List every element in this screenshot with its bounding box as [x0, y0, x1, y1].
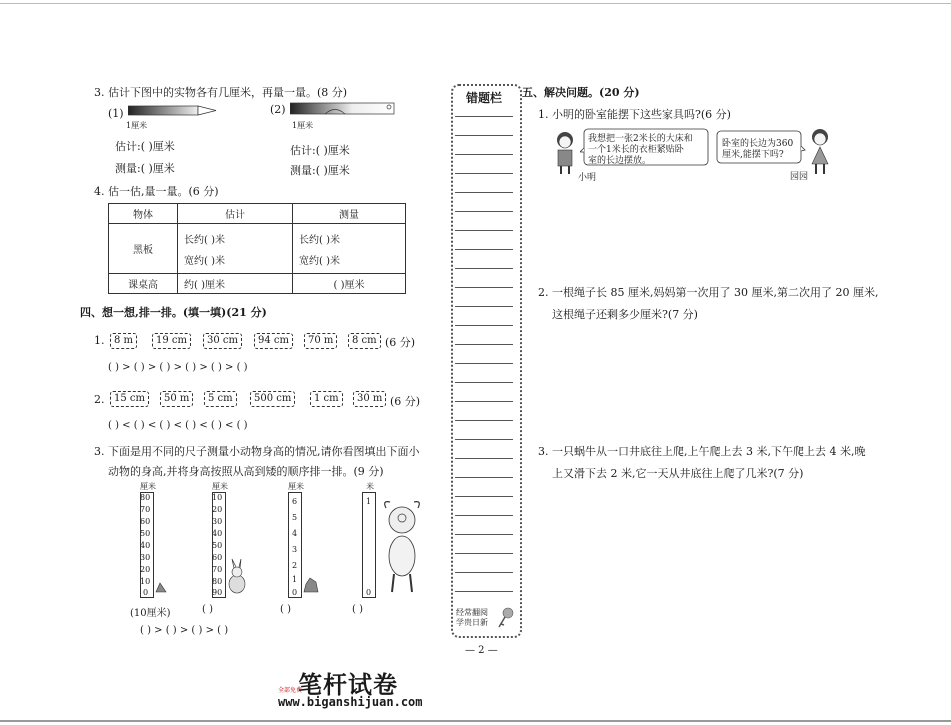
- q4-title: 4. 估一估,量一量。(6 分): [94, 185, 219, 198]
- q3-text-line2: 动物的身高,并将身高按照从高到矮的顺序排一排。(9 分): [108, 465, 384, 478]
- error-column: [451, 84, 522, 638]
- error-column-title: 错题栏: [466, 91, 503, 105]
- tick-label: 1: [292, 575, 298, 584]
- length-card: 8 m: [110, 333, 137, 349]
- tick-label: 0: [143, 588, 149, 597]
- ruler-unit-label-1: 1厘米: [126, 121, 148, 130]
- table-cell: [178, 224, 293, 274]
- boy-figure: [550, 130, 580, 176]
- error-writing-line: [455, 477, 513, 478]
- length-card: 50 m: [160, 391, 193, 407]
- rabbit-figure: [226, 558, 248, 594]
- bubble-1-line3: 室的长边摆放。: [588, 156, 652, 166]
- ruler-unit-label-2: 1厘米: [292, 121, 314, 130]
- q1-score: (6 分): [385, 336, 416, 349]
- q3-estimate-2: 估计:( )厘米: [290, 144, 350, 157]
- q3-measure-1: 测量:( )厘米: [115, 162, 175, 175]
- q1-answer-line: ( ) > ( ) > ( ) > ( ) > ( ) > ( ): [108, 362, 248, 373]
- q3-text-line1: 3. 下面是用不同的尺子测量小动物身高的情况,请你看图填出下面小: [94, 445, 420, 458]
- table-header: 估计: [178, 204, 293, 224]
- tick-label: 0: [292, 588, 298, 597]
- tick-label: 20: [140, 565, 151, 574]
- tick-label: 40: [140, 541, 151, 550]
- bubble-2-line2: 厘米,能摆下吗?: [722, 150, 784, 160]
- tick-label: 30: [140, 553, 151, 562]
- tick-label: 80: [212, 577, 223, 586]
- error-writing-line: [455, 173, 513, 174]
- watermark-small: 全部免费: [278, 687, 303, 694]
- error-writing-line: [455, 515, 513, 516]
- tick-label: 20: [212, 505, 223, 514]
- girl-figure: [806, 128, 834, 178]
- wide-measure: 宽约( )米: [299, 255, 340, 267]
- bottom-border: [0, 720, 951, 722]
- length-card: 19 cm: [152, 333, 191, 349]
- table-cell: ( )厘米: [293, 274, 406, 294]
- error-writing-line: [455, 306, 513, 307]
- error-writing-line: [455, 401, 513, 402]
- length-card: 8 cm: [348, 333, 381, 349]
- tick-label: 70: [212, 565, 223, 574]
- tick-label: 80: [140, 493, 151, 502]
- tick-label: 30: [212, 517, 223, 526]
- tick-label: 0: [366, 588, 372, 597]
- length-card: 30 m: [353, 391, 386, 407]
- error-writing-line: [455, 325, 513, 326]
- q3-item2-label: (2): [270, 103, 286, 116]
- error-writing-line: [455, 287, 513, 288]
- wide-estimate: 宽约( )米: [184, 255, 225, 267]
- tick-label: 10: [140, 577, 151, 586]
- section4-title: 四、想一想,排一排。(填一填)(21 分): [80, 306, 267, 319]
- tick-label: 70: [140, 505, 151, 514]
- error-writing-line: [455, 192, 513, 193]
- q3-measure-2: 测量:( )厘米: [290, 164, 350, 177]
- table-cell: [293, 224, 406, 274]
- error-writing-line: [455, 211, 513, 212]
- table-cell: 约( )厘米: [178, 274, 293, 294]
- tick-label: 50: [212, 541, 223, 550]
- error-writing-line: [455, 268, 513, 269]
- q3-title: 3. 估计下图中的实物各有几厘米，再量一量。(8 分): [94, 86, 348, 99]
- length-card: 70 m: [304, 333, 337, 349]
- answer-4: ( ): [352, 604, 363, 615]
- bird-figure: [302, 574, 320, 594]
- error-writing-line: [455, 154, 513, 155]
- section5-title: 五、解决问题。(20 分): [522, 86, 640, 99]
- error-writing-line: [455, 572, 513, 573]
- problem-1: 1. 小明的卧室能摆下这些家具吗?(6 分): [538, 108, 731, 121]
- error-writing-line: [455, 496, 513, 497]
- answer-1: (10厘米): [130, 608, 171, 619]
- error-writing-line: [455, 382, 513, 383]
- problem-3-line2: 上又滑下去 2 米,它一天从井底往上爬了几米?(7 分): [552, 467, 804, 480]
- error-writing-line: [455, 249, 513, 250]
- length-card: 15 cm: [110, 391, 149, 407]
- tick-label: 10: [212, 493, 223, 502]
- tick-label: 60: [140, 517, 151, 526]
- goat-figure: [380, 498, 424, 596]
- error-writing-line: [455, 344, 513, 345]
- answer-3: ( ): [280, 604, 291, 615]
- tick-label: 1: [366, 497, 372, 506]
- table-header: 测量: [293, 204, 406, 224]
- pencil-figure: [128, 104, 220, 118]
- tick-label: 90: [212, 588, 223, 597]
- problem-2-line2: 这根绳子还剩多少厘米?(7 分): [552, 308, 698, 321]
- length-card: 1 cm: [310, 391, 343, 407]
- ruler-unit-label: 米: [366, 482, 374, 491]
- table-cell: 课桌高: [109, 274, 178, 294]
- top-border: [0, 3, 951, 4]
- ruler-unit-label: 厘米: [140, 482, 156, 491]
- name-yuanyuan: 园园: [790, 172, 809, 182]
- ruler-object-figure: [290, 102, 395, 116]
- tick-label: 40: [212, 529, 223, 538]
- q2-answer-line: ( ) < ( ) < ( ) < ( ) < ( ) < ( ): [108, 420, 248, 431]
- error-writing-line: [455, 534, 513, 535]
- q1-number: 1.: [94, 334, 105, 347]
- watermark-url: www.biganshijuan.com: [278, 695, 423, 709]
- estimate-table: [108, 203, 406, 294]
- tick-label: 60: [212, 553, 223, 562]
- table-header: 物体: [109, 204, 178, 224]
- watermark-brand: 笔杆试卷: [298, 671, 398, 699]
- error-footer-2: 学贵日新: [456, 618, 488, 627]
- q2-number: 2.: [94, 393, 105, 406]
- length-card: 94 cm: [254, 333, 293, 349]
- answer-2: ( ): [202, 604, 213, 615]
- problem-2-line1: 2. 一根绳子长 85 厘米,妈妈第一次用了 30 厘米,第二次用了 20 厘米,: [538, 286, 879, 299]
- bubble-1-line1: 我想把一张2米长的大床和: [588, 134, 693, 144]
- height-ruler-4: [362, 492, 376, 598]
- tick-label: 3: [292, 545, 298, 554]
- snail-figure: [154, 580, 168, 594]
- error-writing-line: [455, 591, 513, 592]
- q3-estimate-1: 估计:( )厘米: [115, 140, 175, 153]
- error-writing-line: [455, 553, 513, 554]
- tick-label: 50: [140, 529, 151, 538]
- error-writing-line: [455, 135, 513, 136]
- table-cell: 黑板: [109, 224, 178, 274]
- q3-item1-label: (1): [108, 107, 124, 120]
- error-writing-line: [455, 420, 513, 421]
- error-writing-line: [455, 230, 513, 231]
- tick-label: 6: [292, 497, 298, 506]
- error-writing-line: [455, 363, 513, 364]
- length-card: 30 cm: [203, 333, 242, 349]
- tick-label: 5: [292, 513, 298, 522]
- length-card: 5 cm: [204, 391, 237, 407]
- long-estimate: 长约( )米: [184, 234, 225, 246]
- problem-3-line1: 3. 一只蜗牛从一口井底往上爬,上午爬上去 3 米,下午爬上去 4 米,晚: [538, 445, 866, 458]
- error-footer-1: 经常翻阅: [456, 608, 488, 617]
- error-writing-line: [455, 458, 513, 459]
- long-measure: 长约( )米: [299, 234, 340, 246]
- ruler-unit-label: 厘米: [288, 482, 304, 491]
- name-xiaoming: 小明: [578, 173, 597, 183]
- bubble-1-line2: 一个1米长的衣柜紧贴卧: [588, 145, 684, 155]
- tick-label: 2: [292, 561, 298, 570]
- order-answer-line: ( ) > ( ) > ( ) > ( ): [140, 625, 229, 636]
- ruler-unit-label: 厘米: [212, 482, 228, 491]
- key-icon: [496, 607, 516, 629]
- error-writing-line: [455, 116, 513, 117]
- error-writing-line: [455, 439, 513, 440]
- length-card: 500 cm: [250, 391, 295, 407]
- page-number: — 2 —: [465, 645, 498, 656]
- bubble-2-line1: 卧室的长边为360: [722, 139, 794, 149]
- tick-label: 4: [292, 529, 298, 538]
- q2-score: (6 分): [390, 395, 421, 408]
